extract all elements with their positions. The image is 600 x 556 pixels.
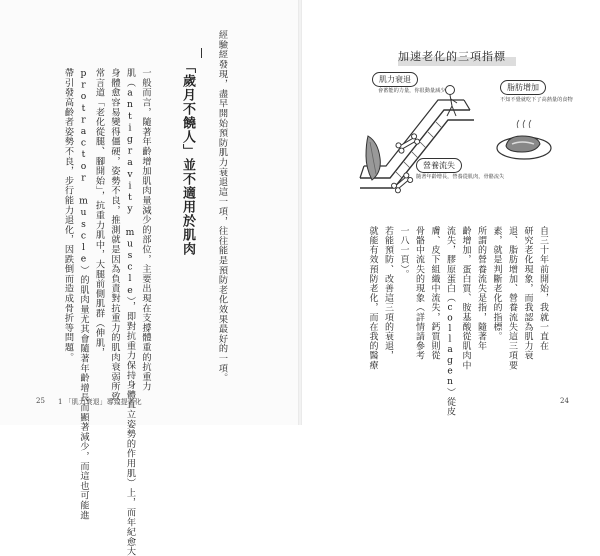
body-line: 素，就是判斷老化的指標。 [491, 226, 502, 342]
body-line: 研究老化現象，而我認為肌力衰 [522, 226, 533, 361]
body-line: 骨骼中流失的現象（詳情請參考 [414, 226, 424, 361]
body-line: 所謂的營養流失是指，隨著年 [476, 226, 486, 351]
body-line: 流失，膠原蛋白（collagen）從皮 [445, 226, 455, 417]
note-muscle-decline: 會蓄能的力量，你很動量減少 [378, 88, 446, 94]
right-page-number: 24 [560, 397, 569, 405]
intro-line: 經驗經發現，盡早開始預防肌力衰退這一項，往往能是預防老化效果最好的一項。 [216, 30, 228, 383]
note-nutrient-loss: 隨著年齡增長，營養從肌肉，骨骼流失 [416, 174, 505, 180]
label-fat-increase: 脂肪增加 [500, 80, 546, 95]
label-nutrient-loss: 營養流失 [416, 158, 462, 173]
body-line: 若能預防、改善這三項的衰退， [383, 226, 393, 361]
illustration-title: 加速老化的三項指標 [398, 50, 506, 63]
body-line: 一八一頁）。 [398, 226, 409, 280]
body-line: protractor muscle）的肌肉量尤其會隨著年齡增長而顯著減少，而這也可能進 [78, 68, 89, 520]
body-line: 常言道「老化從腿、腳開始」，抗重力肌中，大腿前側肌群（伸肌， [93, 68, 105, 358]
running-head: 1 「肌力衰退」導致提老化 [58, 398, 142, 406]
body-line: 齡增加，蛋白質、胺基酸從肌肉中 [460, 226, 471, 370]
body-line: 就能有效預防老化，而在我的醫療 [367, 226, 378, 370]
intro-paragraph [214, 30, 230, 383]
body-line: 一般而言，隨著年齡增加肌肉量減少的部位，主要出現在支撐體重的抗重力 [140, 68, 151, 392]
body-line: 肌（antigravity muscle），即對抗重力保持身體直立姿勢的作用肌）上，而年紀愈大 [124, 68, 136, 556]
left-page-number: 25 [36, 397, 45, 405]
body-line: 退、脂肪增加、營養流失這三項要 [507, 226, 517, 370]
body-line: 身體愈容易變得僵硬，姿勢不良，推測就是因為負責對抗重力的肌肉衰弱所致。 [109, 68, 120, 411]
body-line: 帶引發高齡者姿勢不良，步行能力退化，因跌倒而造成骨折等問題。 [62, 68, 74, 362]
book-gutter [298, 0, 302, 425]
food-plate-illustration [494, 118, 554, 162]
right-body-text [364, 226, 550, 417]
label-muscle-decline: 肌力衰退 [372, 72, 418, 87]
heading-rule [201, 48, 202, 58]
note-fat-increase: 不知不覺就吃下了高熱量的食物 [500, 97, 573, 103]
section-heading: 「歲月不饒人」並不適用於肌肉 [180, 60, 195, 256]
body-line: 自三十年前開始，我就一直在 [538, 226, 548, 351]
body-line: 膚、皮下組織中流失，鈣質則從 [429, 226, 440, 361]
